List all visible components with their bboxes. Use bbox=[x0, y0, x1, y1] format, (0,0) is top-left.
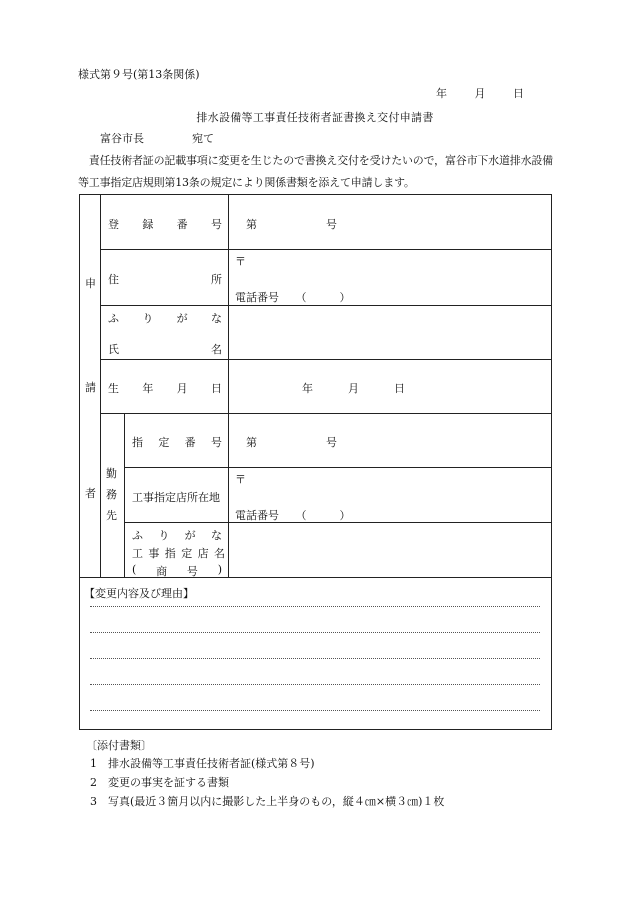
applicant-label-char: 者 bbox=[85, 487, 96, 500]
attachment-item: 2 変更の事実を証する書類 bbox=[90, 776, 229, 789]
intro-paragraph: 責任技術者証の記載事項に変更を生じたので書換え交付を受けたいので，富谷市下水道排水設備等工事指定店規則第13条の規定により関係書類を添えて申請します。 bbox=[78, 154, 553, 189]
registration-number-prefix: 第 bbox=[246, 218, 257, 231]
shop-location-label: 工事指定店所在地 bbox=[132, 491, 220, 504]
writing-line bbox=[90, 632, 540, 633]
row-divider bbox=[100, 413, 552, 414]
applicant-label-char: 請 bbox=[85, 381, 96, 394]
workplace-label-char: 先 bbox=[106, 509, 117, 522]
divider-workplace-column bbox=[124, 413, 125, 577]
birthdate-label: 生 年 月 日 bbox=[108, 382, 222, 395]
registration-number-suffix: 号 bbox=[326, 218, 337, 231]
address-phone-label: 電話番号 （ ） bbox=[235, 291, 351, 304]
name-label: 氏 名 bbox=[108, 343, 222, 356]
date-day-label: 日 bbox=[513, 87, 524, 100]
applicant-label-char: 申 bbox=[85, 277, 96, 290]
designation-number-label: 指 定 番 号 bbox=[132, 436, 222, 449]
date-month-label: 月 bbox=[474, 87, 486, 100]
addressee-name: 富谷市長 bbox=[100, 132, 144, 145]
birthdate-year-label: 年 bbox=[302, 382, 313, 395]
row-divider bbox=[100, 249, 552, 250]
birthdate-month-label: 月 bbox=[348, 382, 359, 395]
change-reason-heading: 【変更内容及び理由】 bbox=[84, 587, 194, 600]
shop-location-phone-label: 電話番号 （ ） bbox=[235, 509, 351, 522]
workplace-label-char: 勤 bbox=[106, 467, 117, 480]
birthdate-day-label: 日 bbox=[394, 382, 405, 395]
date-year-label: 年 bbox=[436, 87, 447, 100]
designation-number-suffix: 号 bbox=[326, 436, 337, 449]
addressee bbox=[100, 130, 214, 146]
attachment-item: 1 排水設備等工事責任技術者証(様式第８号) bbox=[90, 757, 315, 770]
document-title: 排水設備等工事責任技術者証書換え交付申請書 bbox=[196, 111, 434, 124]
writing-line bbox=[90, 658, 540, 659]
designation-number-prefix: 第 bbox=[246, 436, 257, 449]
writing-line bbox=[90, 684, 540, 685]
shop-trade-name-label: ( 商 号 ) bbox=[132, 563, 222, 578]
form-number: 様式第９号(第13条関係) bbox=[78, 68, 200, 81]
writing-line bbox=[90, 606, 540, 607]
writing-line bbox=[90, 710, 540, 711]
divider-value-column bbox=[228, 195, 229, 577]
divider-applicant-column bbox=[100, 195, 101, 577]
attachments-list bbox=[90, 754, 444, 811]
shop-location-postal-mark: 〒 bbox=[235, 473, 246, 486]
workplace-label-char: 務 bbox=[106, 488, 117, 501]
shop-name-label: 工事指定店名 bbox=[132, 547, 231, 560]
row-divider bbox=[100, 305, 552, 306]
address-postal-mark: 〒 bbox=[235, 255, 246, 268]
attachment-item: 3 写真(最近３箇月以内に撮影した上半身のもの，縦４㎝×横３㎝)１枚 bbox=[90, 795, 445, 808]
attachments-heading: 〔添付書類〕 bbox=[86, 739, 152, 752]
row-divider bbox=[124, 467, 552, 468]
row-divider bbox=[100, 359, 552, 360]
registration-number-label: 登 録 番 号 bbox=[108, 218, 222, 231]
application-form-table bbox=[79, 194, 552, 730]
furigana-label: ふ り が な bbox=[108, 312, 222, 325]
addressee-suffix: 宛て bbox=[192, 132, 214, 145]
date-line bbox=[436, 85, 524, 101]
address-label: 住 所 bbox=[108, 273, 222, 286]
shop-name-furigana-label: ふ り が な bbox=[132, 529, 222, 542]
